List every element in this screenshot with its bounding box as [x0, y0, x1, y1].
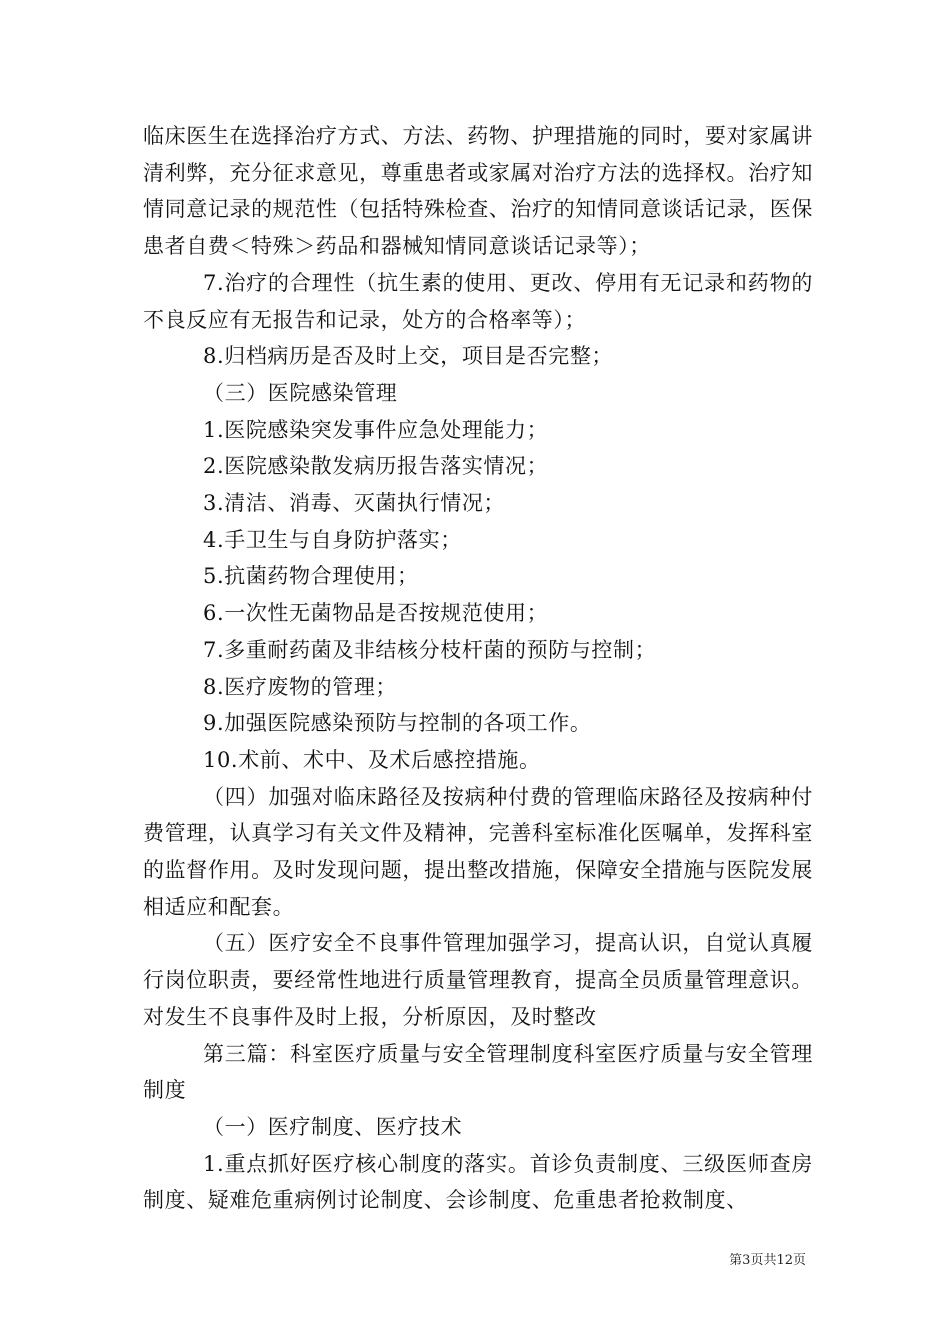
chapter-heading: 第三篇：科室医疗质量与安全管理制度科室医疗质量与安全管理制度: [143, 1041, 813, 1103]
paragraph: （五）医疗安全不良事件管理加强学习，提高认识，自觉认真履行岗位职责，要经常性地进行质量管理教育，提高全员质量管理意识。对发生不良事件及时上报，分析原因，及时整改: [143, 931, 813, 1029]
section-heading: （一）医疗制度、医疗技术: [203, 1114, 463, 1139]
list-item: 5.抗菌药物合理使用；: [203, 564, 419, 589]
list-item: 9.加强医院感染预防与控制的各项工作。: [203, 711, 592, 736]
section-heading: （三）医院感染管理: [203, 380, 398, 405]
list-item: 2.医院感染散发病历报告落实情况；: [203, 454, 549, 479]
paragraph: 8.归档病历是否及时上交，项目是否完整；: [203, 344, 614, 369]
paragraph: （四）加强对临床路径及按病种付费的管理临床路径及按病种付费管理，认真学习有关文件及精神，完善科室标准化医嘱单，发挥科室的监督作用。及时发现问题，提出整改措施，保障安全措施与医院发展相适应和配套。: [143, 784, 813, 919]
list-item: 7.多重耐药菌及非结核分枝杆菌的预防与控制；: [203, 637, 657, 662]
paragraph: 1.重点抓好医疗核心制度的落实。首诊负责制度、三级医师查房制度、疑难危重病例讨论制度、会诊制度、危重患者抢救制度、: [143, 1151, 813, 1213]
paragraph: 临床医生在选择治疗方式、方法、药物、护理措施的同时，要对家属讲清利弊，充分征求意见，尊重患者或家属对治疗方法的选择权。治疗知情同意记录的规范性（包括特殊检查、治疗的知情同意谈话记录，医保患者自费＜特殊＞药品和器械知情同意谈话记录等）；: [143, 124, 813, 259]
paragraph: 7.治疗的合理性（抗生素的使用、更改、停用有无记录和药物的不良反应有无报告和记录，处方的合格率等）；: [143, 270, 813, 332]
document-body: [143, 118, 813, 1219]
list-item: 6.一次性无菌物品是否按规范使用；: [203, 601, 549, 626]
list-item: 4.手卫生与自身防护落实；: [203, 527, 462, 552]
list-item: 3.清洁、消毒、灭菌执行情况；: [203, 491, 506, 516]
list-item: 8.医疗废物的管理；: [203, 674, 398, 699]
list-item: 1.医院感染突发事件应急处理能力；: [203, 417, 549, 442]
list-item: 10.术前、术中、及术后感控措施。: [203, 747, 541, 772]
page-number: 第3页共12页: [729, 1253, 806, 1268]
